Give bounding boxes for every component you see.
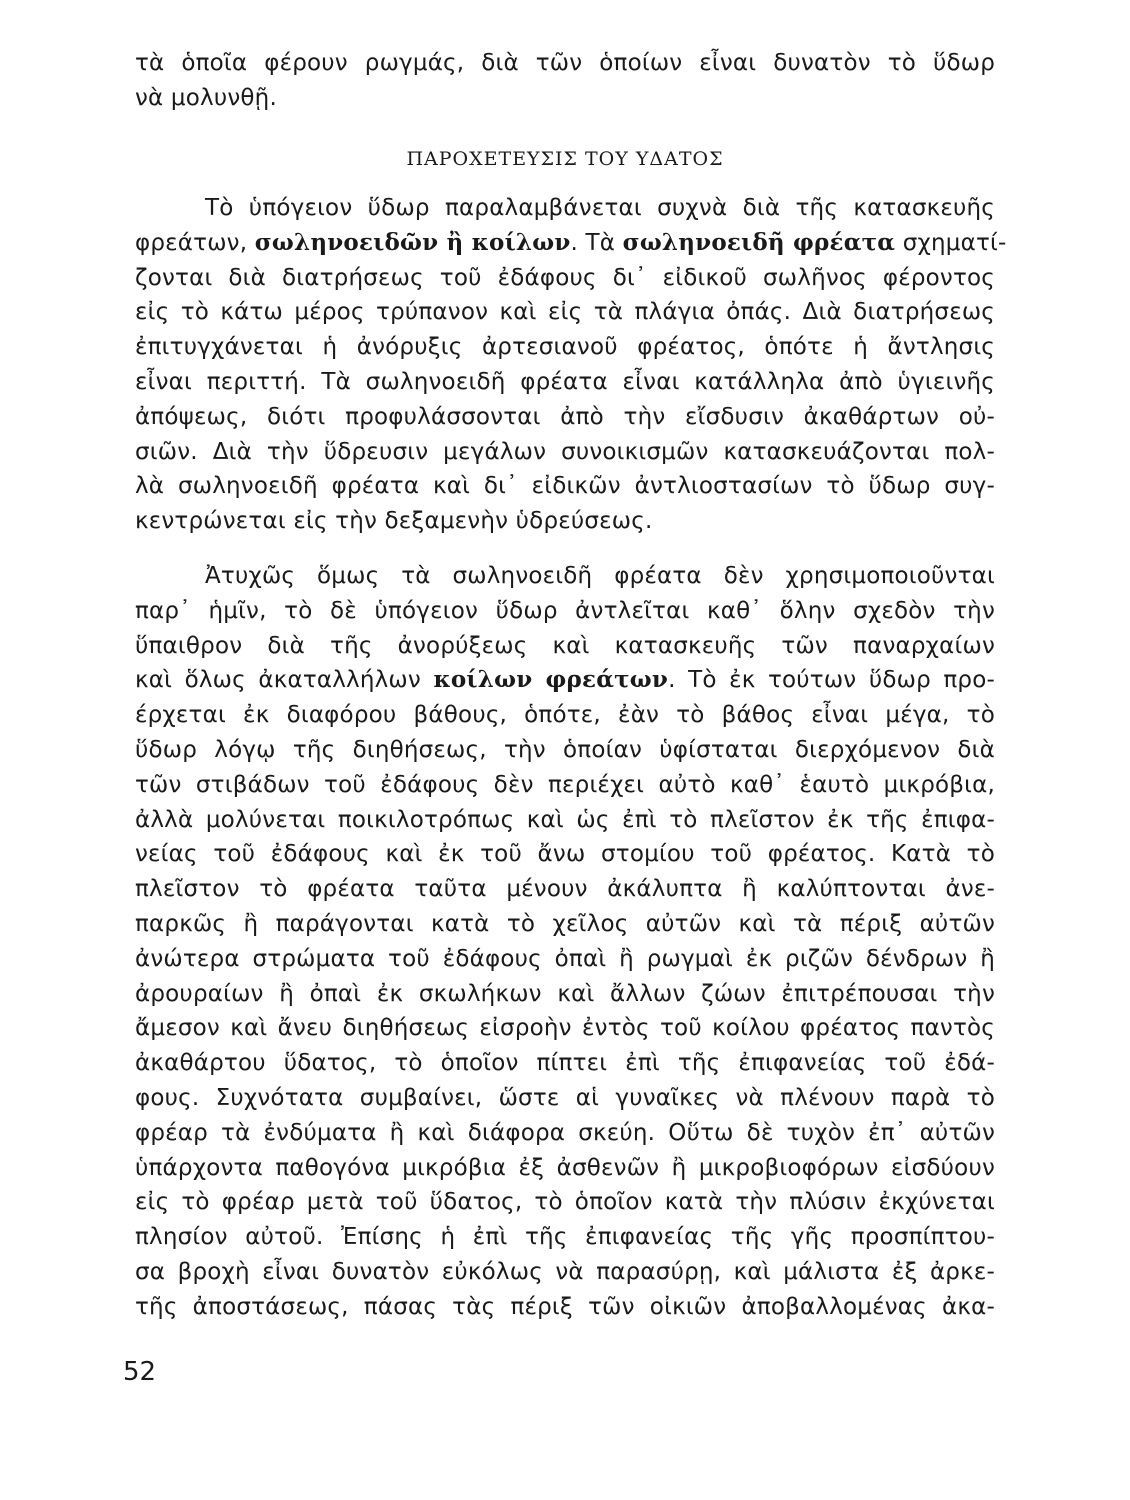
text-line: Ἀτυχῶς ὅμως τὰ σωληνοειδῆ φρέατα δὲν χρησιμοποιοῦνται — [205, 563, 995, 589]
text-line: εἰς τὸ κάτω μέρος τρύπανον καὶ εἰς τὰ πλάγια ὀπάς. Διὰ διατρήσεως — [135, 299, 995, 326]
text-line: ὕπαιθρον διὰ τῆς ἀνορύξεως καὶ κατασκευῆς τῶν παναρχαίων — [135, 632, 995, 659]
text-line: ὑπάρχοντα παθογόνα μικρόβια ἐξ ἀσθενῶν ἢ μικροβιοφόρων εἰσδύουν — [135, 1154, 995, 1181]
text-line: τῆς ἀποστάσεως, πάσας τὰς πέριξ τῶν οἰκιῶν ἀποβαλλομένας ἀκα- — [135, 1293, 995, 1320]
text-line: τὰ ὁποῖα φέρουν ρωγμάς, διὰ τῶν ὁποίων εἶναι δυνατὸν τὸ ὕδωρ — [135, 50, 995, 76]
text-line: νείας τοῦ ἐδάφους καὶ ἐκ τοῦ ἄνω στομίου τοῦ φρέατος. Κατὰ τὸ — [135, 841, 995, 868]
text-line: ἀπόψεως, διότι προφυλάσσονται ἀπὸ τὴν εἴσδυσιν ἀκαθάρτων οὐ- — [135, 403, 995, 430]
text-line: πλησίον αὐτοῦ. Ἐπίσης ἡ ἐπὶ τῆς ἐπιφανείας τῆς γῆς προσπίπτου- — [135, 1224, 995, 1251]
text-line: τῶν στιβάδων τοῦ ἐδάφους δὲν περιέχει αὐτὸ καθ᾽ ἑαυτὸ μικρόβια, — [135, 771, 995, 798]
text-line: ἀκαθάρτου ὕδατος, τὸ ὁποῖον πίπτει ἐπὶ τῆς ἐπιφανείας τοῦ ἐδά- — [135, 1050, 995, 1077]
text-line: σα βροχὴ εἶναι δυνατὸν εὐκόλως νὰ παρασύρῃ, καὶ μάλιστα ἐξ ἀρκε- — [135, 1258, 995, 1285]
text-line — [135, 226, 1007, 261]
text-line: παρ᾽ ἡμῖν, τὸ δὲ ὑπόγειον ὕδωρ ἀντλεῖται καθ᾽ ὅλην σχεδὸν τὴν — [135, 597, 995, 624]
text-line: λὰ σωληνοειδῆ φρέατα καὶ δι᾽ εἰδικῶν ἀντλιοστασίων τὸ ὕδωρ συγ- — [135, 473, 995, 500]
text-run: φρεάτων, — [135, 229, 255, 256]
text-line: νὰ μολυνθῇ. — [135, 84, 277, 111]
text-run: . Τὸ ἐκ τούτων ὕδωρ προ- — [668, 667, 996, 694]
paragraph-hollow-wells — [135, 559, 995, 1325]
text-run: σχηματί- — [895, 229, 1007, 256]
text-line: ἐπιτυγχάνεται ἡ ἀνόρυξις ἀρτεσιανοῦ φρέατος, ὁπότε ἡ ἄντλησις — [135, 334, 995, 361]
text-line: παρκῶς ἢ παράγονται κατὰ τὸ χεῖλος αὐτῶν καὶ τὰ πέριξ αὐτῶν — [135, 910, 995, 937]
bold-term: σωληνοειδῶν ἢ κοίλων — [254, 228, 571, 256]
text-line: έρχεται ἐκ διαφόρου βάθους, ὁπότε, ἐὰν τὸ βάθος εἶναι μέγα, τὸ — [135, 702, 995, 729]
text-line: εἰς τὸ φρέαρ μετὰ τοῦ ὕδατος, τὸ ὁποῖον κατὰ τὴν πλύσιν ἐκχύνεται — [135, 1189, 995, 1216]
text-run: . Τὰ — [570, 229, 623, 256]
text-line: πλεῖστον τὸ φρέατα ταῦτα μένουν ἀκάλυπτα ἢ καλύπτονται ἀνε- — [135, 876, 995, 903]
text-line: ἀλλὰ μολύνεται ποικιλοτρόπως καὶ ὡς ἐπὶ τὸ πλεῖστον ἐκ τῆς ἐπιφα- — [135, 806, 995, 833]
text-line — [135, 663, 995, 698]
text-line: εἶναι περιττή. Τὰ σωληνοειδῆ φρέατα εἶναι κατάλληλα ἀπὸ ὑγιεινῆς — [135, 368, 995, 395]
bold-term: κοίλων φρεάτων — [433, 666, 669, 694]
section-heading: ΠΑΡΟΧΕΤΕΥΣΙΣ ΤΟΥ ΥΔΑΤΟΣ — [406, 148, 724, 170]
bold-term: σωληνοειδῆ φρέατα — [622, 228, 896, 256]
text-line: ἀνώτερα στρώματα τοῦ ἐδάφους ὀπαὶ ἢ ρωγμαὶ ἐκ ριζῶν δένδρων ἢ — [135, 945, 995, 972]
text-line: ἀρουραίων ἢ ὀπαὶ ἐκ σκωλήκων καὶ ἄλλων ζώων ἐπιτρέπουσαι τὴν — [135, 980, 995, 1007]
text-line: ἄμεσον καὶ ἄνευ διηθήσεως εἰσροὴν ἐντὸς τοῦ κοίλου φρέατος παντὸς — [135, 1015, 995, 1042]
text-line: φρέαρ τὰ ἐνδύματα ἢ καὶ διάφορα σκεύη. Οὕτω δὲ τυχὸν ἐπ᾽ αὐτῶν — [135, 1119, 995, 1146]
text-line: ζονται διὰ διατρήσεως τοῦ ἐδάφους δι᾽ εἰδικοῦ σωλῆνος φέροντος — [135, 264, 995, 291]
text-run: καὶ ὅλως ἀκαταλλήλων — [135, 667, 434, 694]
text-line: σιῶν. Διὰ τὴν ὕδρευσιν μεγάλων συνοικισμῶν κατασκευάζονται πολ- — [135, 438, 995, 465]
text-line: Τὸ ὑπόγειον ὕδωρ παραλαμβάνεται συχνὰ διὰ τῆς κατασκευῆς — [205, 195, 995, 221]
page-number: 52 — [123, 1357, 157, 1387]
intro-paragraph — [135, 46, 995, 116]
text-line: φους. Συχνότατα συμβαίνει, ὥστε αἱ γυναῖκες νὰ πλένουν παρὰ τὸ — [135, 1084, 995, 1111]
text-line: κεντρώνεται εἰς τὴν δεξαμενὴν ὑδρεύσεως. — [135, 508, 653, 535]
paragraph-wells-types — [135, 191, 1007, 539]
text-line: ὕδωρ λόγῳ τῆς διηθήσεως, τὴν ὁποίαν ὑφίσταται διερχόμενον διὰ — [135, 736, 995, 763]
